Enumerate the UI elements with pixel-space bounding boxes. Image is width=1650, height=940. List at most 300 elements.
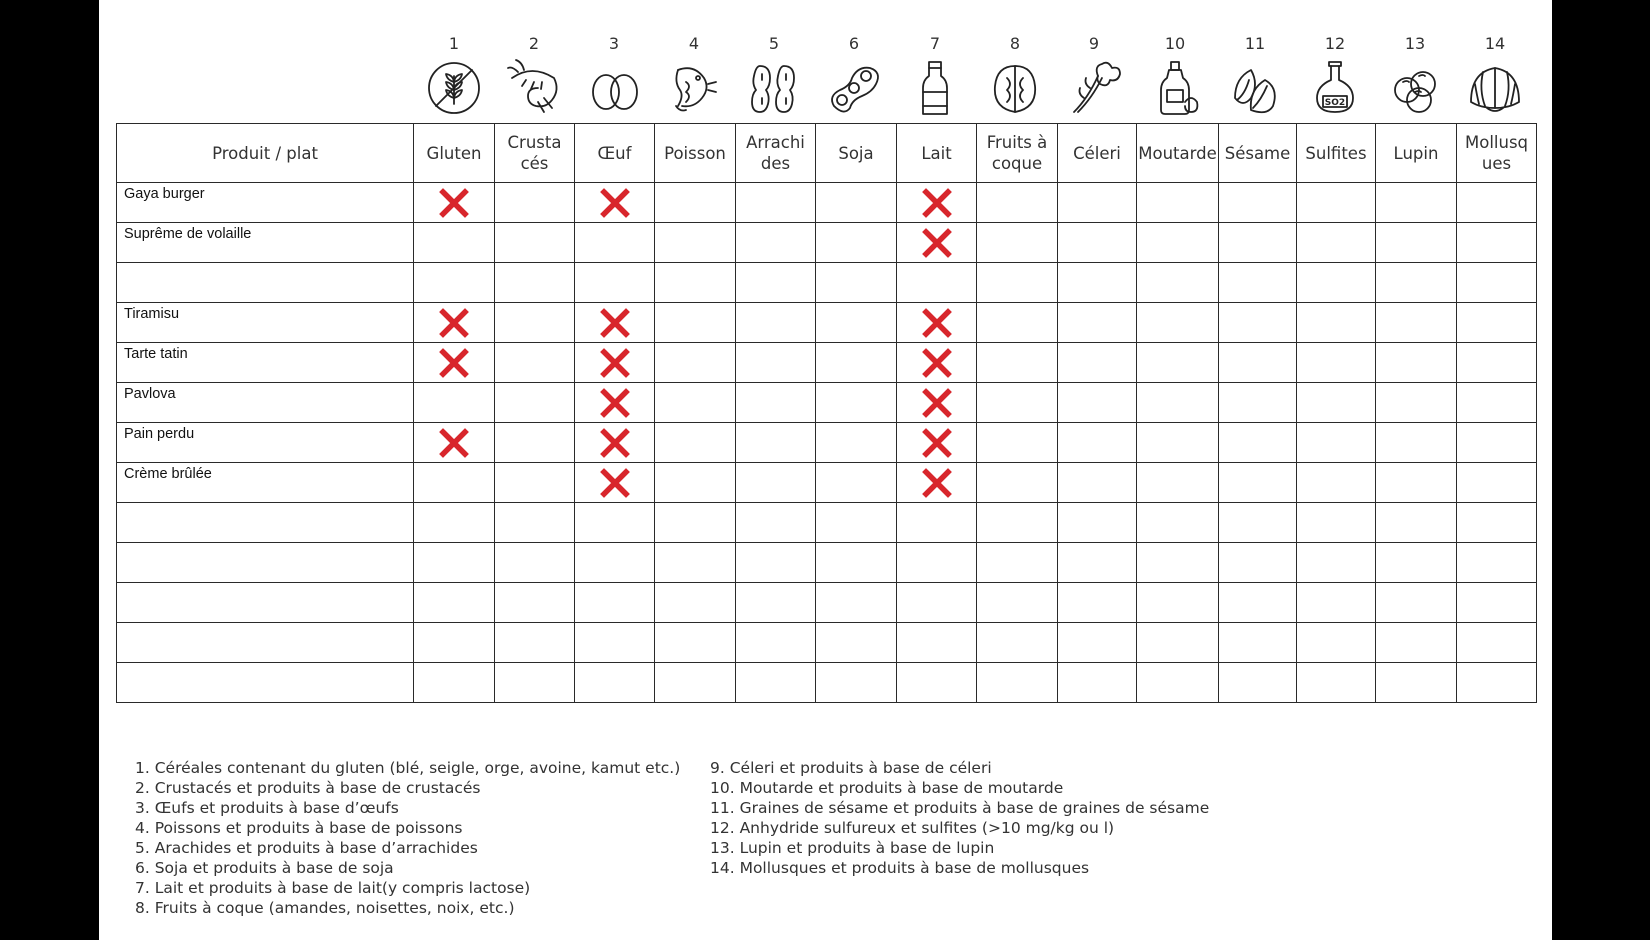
legend-item: 4. Poissons et produits à base de poissons (135, 819, 463, 837)
product-name: Suprême de volaille (124, 226, 252, 242)
red-cross-mark-icon (599, 467, 631, 499)
header-allergen (1137, 124, 1219, 183)
allergen-cell[interactable] (1376, 383, 1457, 423)
allergen-cell[interactable] (816, 303, 897, 343)
allergen-cell[interactable] (1457, 623, 1537, 663)
red-cross-mark-icon (599, 347, 631, 379)
allergen-cell[interactable] (1376, 343, 1457, 383)
allergen-cell[interactable] (414, 183, 495, 223)
header-product: Produit / plat (117, 124, 414, 183)
allergen-cell[interactable] (655, 623, 736, 663)
allergen-cell[interactable] (816, 623, 897, 663)
allergen-cell[interactable] (1457, 183, 1537, 223)
allergen-cell[interactable] (1376, 583, 1457, 623)
allergen-cell[interactable] (977, 263, 1058, 303)
allergen-cell[interactable] (1058, 343, 1137, 383)
legend-item: 11. Graines de sésame et produits à base de graines de sésame (710, 799, 1210, 817)
allergen-cell[interactable] (816, 343, 897, 383)
allergen-cell[interactable] (575, 583, 655, 623)
allergen-cell[interactable] (575, 623, 655, 663)
allergen-cell[interactable] (575, 463, 655, 503)
allergen-cell[interactable] (1297, 543, 1376, 583)
table-row (117, 623, 1537, 663)
allergen-cell[interactable] (736, 343, 816, 383)
allergen-cell[interactable] (897, 263, 977, 303)
allergen-cell[interactable] (655, 343, 736, 383)
legend-item: 1. Céréales contenant du gluten (blé, seigle, orge, avoine, kamut etc.) (135, 759, 681, 777)
allergen-cell[interactable] (495, 543, 575, 583)
allergen-cell[interactable] (1137, 623, 1219, 663)
allergen-cell[interactable] (1219, 223, 1297, 263)
allergen-cell[interactable] (655, 423, 736, 463)
product-cell[interactable] (117, 383, 414, 423)
allergen-cell[interactable] (1297, 183, 1376, 223)
allergen-cell[interactable] (816, 423, 897, 463)
header-label-line: Arrachi (746, 133, 805, 152)
allergen-cell[interactable] (414, 583, 495, 623)
allergen-cell[interactable] (1058, 423, 1137, 463)
allergen-cell[interactable] (575, 183, 655, 223)
allergen-cell[interactable] (414, 503, 495, 543)
allergen-cell[interactable] (1219, 303, 1297, 343)
allergen-cell[interactable] (977, 503, 1058, 543)
allergen-cell[interactable] (1137, 663, 1219, 703)
header-label-line: Œuf (597, 143, 632, 163)
allergen-cell[interactable] (816, 583, 897, 623)
allergen-cell[interactable] (1297, 303, 1376, 343)
allergen-cell[interactable] (977, 303, 1058, 343)
table-row (117, 343, 1537, 383)
table-row (117, 263, 1537, 303)
red-cross-mark-icon (921, 227, 953, 259)
product-cell[interactable] (117, 543, 414, 583)
allergen-cell[interactable] (1058, 623, 1137, 663)
allergen-cell[interactable] (1297, 583, 1376, 623)
allergen-cell[interactable] (495, 183, 575, 223)
allergen-cell[interactable] (736, 223, 816, 263)
allergen-cell[interactable] (1376, 663, 1457, 703)
legend-item: 9. Céleri et produits à base de céleri (710, 759, 992, 777)
product-cell[interactable] (117, 463, 414, 503)
table-row (117, 583, 1537, 623)
header-allergen (897, 124, 977, 183)
allergen-cell[interactable] (1219, 183, 1297, 223)
allergen-cell[interactable] (655, 583, 736, 623)
allergen-cell[interactable] (1297, 223, 1376, 263)
allergen-cell[interactable] (1219, 663, 1297, 703)
allergen-cell[interactable] (495, 223, 575, 263)
red-cross-mark-icon (438, 307, 470, 339)
allergen-cell[interactable] (495, 343, 575, 383)
allergen-cell[interactable] (736, 183, 816, 223)
allergen-cell[interactable] (1137, 343, 1219, 383)
product-cell[interactable] (117, 303, 414, 343)
allergen-number: 4 (688, 34, 700, 53)
allergen-cell[interactable] (1058, 503, 1137, 543)
header-allergen (977, 124, 1058, 183)
allergen-cell[interactable] (1137, 543, 1219, 583)
allergen-cell[interactable] (1219, 463, 1297, 503)
allergen-cell[interactable] (1297, 503, 1376, 543)
allergen-cell[interactable] (1457, 663, 1537, 703)
allergen-number: 6 (848, 34, 860, 53)
legend-left (135, 758, 680, 918)
allergen-cell[interactable] (1137, 303, 1219, 343)
legend-item: 7. Lait et produits à base de lait(y compris lactose) (135, 879, 531, 897)
allergen-cell[interactable] (1376, 223, 1457, 263)
table-header-row (117, 124, 1537, 183)
allergen-cell[interactable] (897, 623, 977, 663)
allergen-cell[interactable] (1137, 383, 1219, 423)
allergen-cell[interactable] (655, 383, 736, 423)
red-cross-mark-icon (921, 467, 953, 499)
allergen-cell[interactable] (1376, 423, 1457, 463)
allergen-cell[interactable] (575, 263, 655, 303)
allergen-cell[interactable] (414, 343, 495, 383)
allergen-cell[interactable] (575, 503, 655, 543)
allergen-cell[interactable] (1219, 423, 1297, 463)
table-row (117, 183, 1537, 223)
legend-item: 3. Œufs et produits à base d’œufs (135, 799, 399, 817)
header-allergen (736, 124, 816, 183)
allergen-cell[interactable] (977, 623, 1058, 663)
allergen-cell[interactable] (1376, 463, 1457, 503)
allergen-number: 10 (1164, 34, 1186, 53)
allergen-number: 13 (1404, 34, 1426, 53)
mustard-icon (1145, 58, 1205, 118)
allergen-cell[interactable] (1137, 223, 1219, 263)
allergen-cell[interactable] (736, 623, 816, 663)
table-row (117, 383, 1537, 423)
allergen-sheet (99, 0, 1552, 940)
allergen-cell[interactable] (1137, 183, 1219, 223)
allergen-cell[interactable] (655, 303, 736, 343)
allergen-table (116, 123, 1537, 703)
sesame-leaf-icon (1225, 58, 1285, 118)
allergen-cell[interactable] (1137, 463, 1219, 503)
allergen-cell[interactable] (1376, 263, 1457, 303)
red-cross-mark-icon (921, 187, 953, 219)
svg-text:SO2: SO2 (1324, 98, 1346, 108)
allergen-cell[interactable] (414, 383, 495, 423)
sulfite-flask-icon (1305, 58, 1365, 118)
allergen-cell[interactable] (655, 543, 736, 583)
allergen-cell[interactable] (1297, 463, 1376, 503)
allergen-cell[interactable] (816, 183, 897, 223)
product-name: Pain perdu (124, 426, 195, 442)
allergen-cell[interactable] (1058, 303, 1137, 343)
product-cell[interactable] (117, 423, 414, 463)
allergen-cell[interactable] (1297, 263, 1376, 303)
allergen-cell[interactable] (1219, 583, 1297, 623)
allergen-cell[interactable] (736, 303, 816, 343)
allergen-cell[interactable] (414, 623, 495, 663)
allergen-cell[interactable] (977, 583, 1058, 623)
allergen-cell[interactable] (897, 463, 977, 503)
allergen-cell[interactable] (1058, 463, 1137, 503)
allergen-cell[interactable] (414, 543, 495, 583)
allergen-cell[interactable] (977, 383, 1058, 423)
header-label-line: Crusta (507, 133, 562, 152)
allergen-cell[interactable] (1457, 543, 1537, 583)
allergen-cell[interactable] (414, 303, 495, 343)
product-cell[interactable] (117, 263, 414, 303)
allergen-numbers-row (99, 34, 1552, 54)
allergen-cell[interactable] (1376, 503, 1457, 543)
allergen-cell[interactable] (897, 223, 977, 263)
product-cell[interactable] (117, 223, 414, 263)
wheat-crossed-icon (424, 58, 484, 118)
red-cross-mark-icon (599, 387, 631, 419)
red-cross-mark-icon (599, 427, 631, 459)
allergen-cell[interactable] (655, 663, 736, 703)
allergen-cell[interactable] (414, 263, 495, 303)
allergen-cell[interactable] (1457, 303, 1537, 343)
table-row (117, 503, 1537, 543)
allergen-cell[interactable] (816, 223, 897, 263)
allergen-cell[interactable] (1297, 623, 1376, 663)
product-name: Tiramisu (124, 306, 180, 322)
allergen-cell[interactable] (736, 423, 816, 463)
red-cross-mark-icon (438, 427, 470, 459)
allergen-cell[interactable] (1137, 503, 1219, 543)
header-allergen (1376, 124, 1457, 183)
allergen-cell[interactable] (1137, 583, 1219, 623)
allergen-cell[interactable] (1376, 183, 1457, 223)
table-row (117, 423, 1537, 463)
header-label-line: Céleri (1073, 143, 1121, 163)
allergen-cell[interactable] (414, 223, 495, 263)
allergen-cell[interactable] (1058, 183, 1137, 223)
allergen-cell[interactable] (816, 503, 897, 543)
allergen-cell[interactable] (736, 543, 816, 583)
product-cell[interactable] (117, 623, 414, 663)
allergen-cell[interactable] (736, 463, 816, 503)
allergen-cell[interactable] (977, 543, 1058, 583)
allergen-cell[interactable] (495, 423, 575, 463)
product-cell[interactable] (117, 663, 414, 703)
allergen-cell[interactable] (897, 343, 977, 383)
allergen-cell[interactable] (977, 463, 1058, 503)
milk-bottle-icon (905, 58, 965, 118)
allergen-cell[interactable] (977, 663, 1058, 703)
header-allergen (1219, 124, 1297, 183)
allergen-number: 3 (608, 34, 620, 53)
legend-item: 5. Arachides et produits à base d’arrachides (135, 839, 478, 857)
allergen-cell[interactable] (897, 183, 977, 223)
table-row (117, 303, 1537, 343)
allergen-cell[interactable] (736, 263, 816, 303)
eggs-icon (584, 58, 644, 118)
red-cross-mark-icon (921, 427, 953, 459)
allergen-cell[interactable] (977, 183, 1058, 223)
header-allergen (1297, 124, 1376, 183)
allergen-cell[interactable] (816, 383, 897, 423)
legend-item: 8. Fruits à coque (amandes, noisettes, noix, etc.) (135, 899, 515, 917)
allergen-cell[interactable] (1219, 543, 1297, 583)
allergen-cell[interactable] (414, 463, 495, 503)
allergen-cell[interactable] (1297, 423, 1376, 463)
allergen-cell[interactable] (1457, 423, 1537, 463)
allergen-cell[interactable] (495, 383, 575, 423)
allergen-cell[interactable] (495, 463, 575, 503)
header-label-line: Soja (838, 143, 874, 163)
legend-item: 6. Soja et produits à base de soja (135, 859, 394, 877)
allergen-cell[interactable] (1376, 543, 1457, 583)
table-row (117, 663, 1537, 703)
allergen-cell[interactable] (575, 343, 655, 383)
allergen-cell[interactable] (495, 583, 575, 623)
header-label-line: Sésame (1224, 143, 1291, 163)
allergen-cell[interactable] (897, 503, 977, 543)
shrimp-icon (504, 58, 564, 118)
legend-item: 2. Crustacés et produits à base de crustacés (135, 779, 481, 797)
allergen-cell[interactable] (816, 263, 897, 303)
allergen-cell[interactable] (736, 663, 816, 703)
allergen-cell[interactable] (1297, 343, 1376, 383)
product-cell[interactable] (117, 183, 414, 223)
allergen-cell[interactable] (1058, 543, 1137, 583)
red-cross-mark-icon (438, 347, 470, 379)
allergen-cell[interactable] (1219, 383, 1297, 423)
allergen-cell[interactable] (897, 383, 977, 423)
red-cross-mark-icon (599, 187, 631, 219)
allergen-cell[interactable] (575, 543, 655, 583)
allergen-cell[interactable] (655, 263, 736, 303)
allergen-cell[interactable] (575, 223, 655, 263)
header-label-line: Poisson (664, 143, 726, 163)
product-cell[interactable] (117, 503, 414, 543)
header-label-line: Gluten (426, 143, 482, 163)
legend-right (710, 758, 1209, 878)
red-cross-mark-icon (921, 387, 953, 419)
allergen-number: 7 (929, 34, 941, 53)
fish-icon (664, 58, 724, 118)
allergen-cell[interactable] (736, 503, 816, 543)
allergen-cell[interactable] (977, 343, 1058, 383)
header-allergen (575, 124, 655, 183)
header-label-line: Lait (921, 143, 952, 163)
header-label-line: Lupin (1393, 143, 1439, 163)
allergen-cell[interactable] (495, 263, 575, 303)
allergen-cell[interactable] (897, 543, 977, 583)
allergen-cell[interactable] (1457, 223, 1537, 263)
allergen-cell[interactable] (1219, 343, 1297, 383)
allergen-cell[interactable] (655, 503, 736, 543)
allergen-cell[interactable] (897, 423, 977, 463)
product-name: Pavlova (124, 386, 176, 402)
allergen-cell[interactable] (1376, 303, 1457, 343)
allergen-number: 11 (1244, 34, 1266, 53)
allergen-cell[interactable] (1058, 383, 1137, 423)
celery-icon (1064, 58, 1124, 118)
allergen-cell[interactable] (655, 223, 736, 263)
header-label-line: coque (991, 154, 1043, 173)
allergen-cell[interactable] (1058, 663, 1137, 703)
allergen-cell[interactable] (1457, 383, 1537, 423)
allergen-cell[interactable] (1457, 343, 1537, 383)
table-row (117, 223, 1537, 263)
header-allergen (495, 124, 575, 183)
red-cross-mark-icon (921, 307, 953, 339)
allergen-cell[interactable] (495, 503, 575, 543)
red-cross-mark-icon (438, 187, 470, 219)
soybean-icon (824, 58, 884, 118)
allergen-cell[interactable] (1137, 423, 1219, 463)
product-cell[interactable] (117, 583, 414, 623)
product-name: Tarte tatin (124, 346, 188, 362)
allergen-cell[interactable] (414, 663, 495, 703)
allergen-number: 2 (528, 34, 540, 53)
header-label-line: des (760, 154, 791, 173)
allergen-cell[interactable] (495, 663, 575, 703)
allergen-cell[interactable] (1137, 263, 1219, 303)
product-name: Gaya burger (124, 186, 205, 202)
allergen-cell[interactable] (1297, 663, 1376, 703)
allergen-cell[interactable] (495, 303, 575, 343)
allergen-cell[interactable] (414, 423, 495, 463)
allergen-cell[interactable] (977, 223, 1058, 263)
allergen-cell[interactable] (1058, 223, 1137, 263)
allergen-cell[interactable] (736, 383, 816, 423)
header-allergen (1457, 124, 1537, 183)
allergen-number: 9 (1088, 34, 1100, 53)
shell-icon (1465, 58, 1525, 118)
allergen-cell[interactable] (1058, 583, 1137, 623)
allergen-cell[interactable] (897, 583, 977, 623)
allergen-cell[interactable] (1457, 503, 1537, 543)
product-name: Crème brûlée (124, 466, 212, 482)
header-allergen (816, 124, 897, 183)
allergen-cell[interactable] (1219, 623, 1297, 663)
allergen-number: 14 (1484, 34, 1506, 53)
allergen-cell[interactable] (1457, 463, 1537, 503)
allergen-cell[interactable] (575, 423, 655, 463)
allergen-cell[interactable] (655, 463, 736, 503)
legend-item: 13. Lupin et produits à base de lupin (710, 839, 995, 857)
allergen-cell[interactable] (816, 543, 897, 583)
header-label-line: ues (1481, 154, 1512, 173)
allergen-cell[interactable] (1219, 263, 1297, 303)
allergen-cell[interactable] (575, 383, 655, 423)
red-cross-mark-icon (599, 307, 631, 339)
allergen-cell[interactable] (977, 423, 1058, 463)
allergen-cell[interactable] (1058, 263, 1137, 303)
allergen-cell[interactable] (1376, 623, 1457, 663)
allergen-cell[interactable] (1219, 503, 1297, 543)
allergen-cell[interactable] (1457, 583, 1537, 623)
allergen-cell[interactable] (897, 663, 977, 703)
legend-item: 12. Anhydride sulfureux et sulfites (>10 mg/kg ou l) (710, 819, 1115, 837)
table-row (117, 543, 1537, 583)
product-cell[interactable] (117, 343, 414, 383)
allergen-number: 8 (1009, 34, 1021, 53)
header-label-line: Moutarde (1138, 143, 1217, 163)
header-allergen (655, 124, 736, 183)
header-label-line: cés (520, 154, 549, 173)
allergen-cell[interactable] (1457, 263, 1537, 303)
allergen-cell[interactable] (816, 463, 897, 503)
allergen-cell[interactable] (655, 183, 736, 223)
allergen-cell[interactable] (816, 663, 897, 703)
allergen-cell[interactable] (736, 583, 816, 623)
allergen-cell[interactable] (495, 623, 575, 663)
allergen-cell[interactable] (1297, 383, 1376, 423)
allergen-cell[interactable] (897, 303, 977, 343)
legend-item: 14. Mollusques et produits à base de mollusques (710, 859, 1090, 877)
allergen-cell[interactable] (575, 663, 655, 703)
allergen-cell[interactable] (575, 303, 655, 343)
